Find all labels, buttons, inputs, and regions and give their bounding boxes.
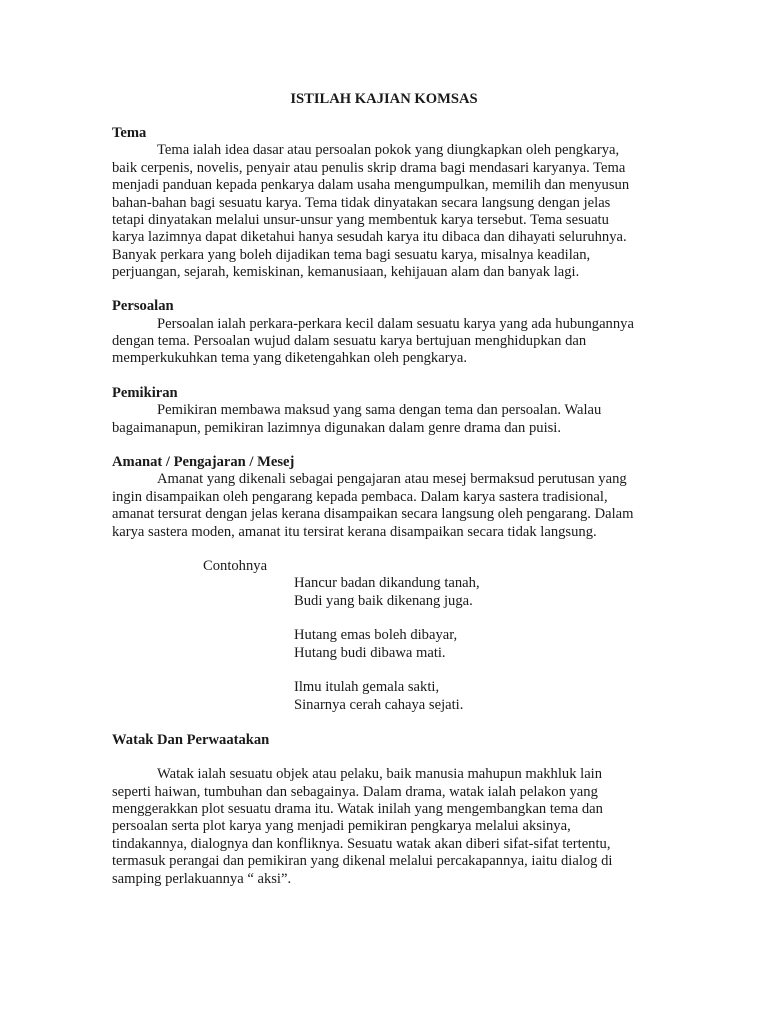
section-heading-tema: Tema [112, 125, 147, 141]
paragraph-line: tindakannya, dialognya dan konfliknya. Sesuatu watak akan diberi sifat-sifat tertentu, [112, 836, 611, 852]
paragraph-line: perjuangan, sejarah, kemiskinan, kemanusiaan, kehijauan alam dan banyak lagi. [112, 264, 580, 280]
paragraph-line: menjadi panduan kepada penkarya dalam usaha mengumpulkan, memilih dan menyusun [112, 177, 630, 193]
paragraph-line: persoalan serta plot karya yang menjadi pemikiran pengkarya melalui aksinya, [112, 818, 571, 834]
paragraph-line: Pemikiran membawa maksud yang sama dengan tema dan persoalan. Walau [157, 402, 602, 418]
paragraph-line: amanat tersurat dengan jelas kerana disampaikan secara langsung oleh pengarang. Dalam [112, 506, 634, 522]
section-heading-amanat: Amanat / Pengajaran / Mesej [112, 454, 295, 470]
paragraph-line: dengan tema. Persoalan wujud dalam sesuatu karya bertujuan menghidupkan dan [112, 333, 587, 349]
section-heading-pemikiran: Pemikiran [112, 385, 178, 401]
paragraph-line: termasuk perangai dan pemikiran yang dikenal melalui percakapannya, iaitu dialog di [112, 853, 613, 869]
paragraph-line: Watak ialah sesuatu objek atau pelaku, baik manusia mahupun makhluk lain [157, 766, 603, 782]
poem-line: Sinarnya cerah cahaya sejati. [294, 697, 464, 713]
poem-line: Hutang emas boleh dibayar, [294, 627, 458, 643]
paragraph-line: tetapi dinyatakan melalui unsur-unsur yang membentuk karya tersebut. Tema sesuatu [112, 212, 609, 228]
paragraph-line: Amanat yang dikenali sebagai pengajaran atau mesej bermaksud perutusan yang [157, 471, 627, 487]
example-label: Contohnya [203, 558, 268, 574]
paragraph-line: samping perlakuannya “ aksi”. [112, 871, 292, 887]
paragraph-line: menggerakkan plot sesuatu drama itu. Watak inilah yang mengembangkan tema dan [112, 801, 603, 817]
paragraph-line: seperti haiwan, tumbuhan dan sebagainya. Dalam drama, watak ialah pelakon yang [112, 784, 598, 800]
paragraph-line: memperkukuhkan tema yang diketengahkan oleh pengkarya. [112, 350, 467, 366]
paragraph-line: baik cerpenis, novelis, penyair atau penulis skrip drama bagi mendasari karyanya. Tema [112, 160, 626, 176]
paragraph-line: bagaimanapun, pemikiran lazimnya digunakan dalam genre drama dan puisi. [112, 420, 562, 436]
poem-line: Budi yang baik dikenang juga. [294, 593, 473, 609]
paragraph-line: Persoalan ialah perkara-perkara kecil dalam sesuatu karya yang ada hubungannya [157, 316, 634, 332]
paragraph-line: bahan-bahan bagi sesuatu karya. Tema tidak dinyatakan secara langsung dengan jelas [112, 195, 611, 211]
poem-line: Ilmu itulah gemala sakti, [294, 679, 440, 695]
paragraph-line: Banyak perkara yang boleh dijadikan tema bagi sesuatu karya, misalnya keadilan, [112, 247, 591, 263]
paragraph-line: karya sastera moden, amanat itu tersirat kerana disampaikan secara tidak langsung. [112, 524, 597, 540]
poem-line: Hutang budi dibawa mati. [294, 645, 446, 661]
paragraph-line: karya lazimnya dapat diketahui hanya sesudah karya itu dibaca dan dihayati seluruhnya. [112, 229, 627, 245]
paragraph-line: ingin disampaikan oleh pengarang kepada pembaca. Dalam karya sastera tradisional, [112, 489, 608, 505]
document-title: ISTILAH KAJIAN KOMSAS [290, 91, 478, 107]
section-heading-persoalan: Persoalan [112, 298, 174, 314]
paragraph-line: Tema ialah idea dasar atau persoalan pokok yang diungkapkan oleh pengkarya, [157, 142, 620, 158]
section-heading-watak: Watak Dan Perwaatakan [112, 732, 270, 748]
poem-line: Hancur badan dikandung tanah, [294, 575, 480, 591]
